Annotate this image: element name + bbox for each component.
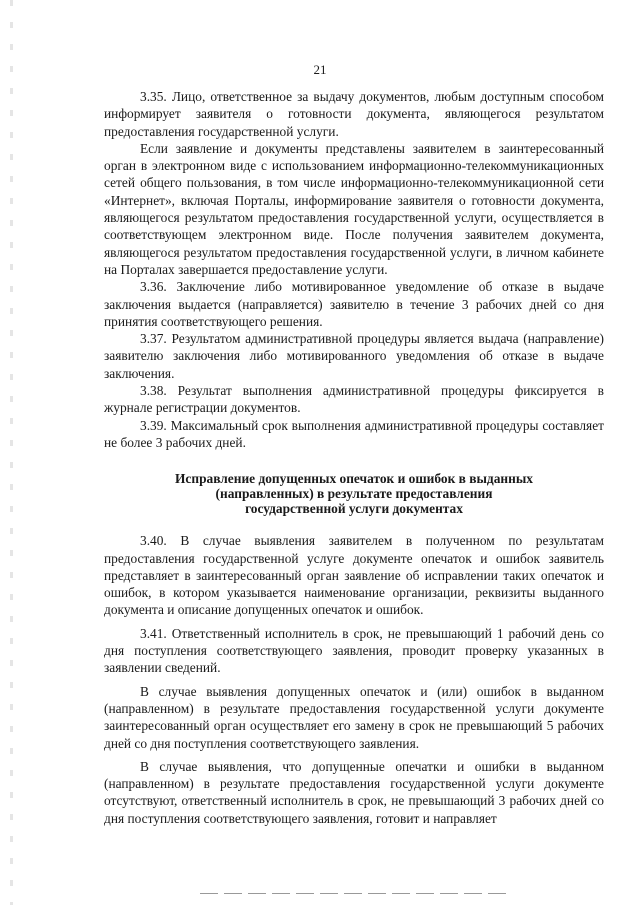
document-body <box>104 88 604 827</box>
section-heading <box>124 471 584 516</box>
paragraph-3-40: 3.40. В случае выявления заявителем в полученном по результатам предоставления государственной услуге документе опечаток и ошибок заявитель представляет в заинтересованный орган заявление об исправлении таких опечаток и ошибок, в котором указывается наименование организации, реквизиты выданного документа и описание допущенных опечаток и ошибок. <box>104 533 604 618</box>
page-number: 21 <box>313 62 327 77</box>
paragraph-3-39: 3.39. Максимальный срок выполнения административной процедуры составляет не более 3 рабочих дней. <box>104 417 604 450</box>
paragraph-3-41: 3.41. Ответственный исполнитель в срок, не превышающий 1 рабочий день со дня поступления соответствующего заявления, проводит проверку указанных в заявлении сведений. <box>104 625 604 676</box>
paragraph-electronic-info: Если заявление и документы представлены заявителем в заинтересованный орган в электронном виде с использованием информационно-телекоммуникационных сетей общего пользования, в том числе информационно-телекоммуникационной сети «Интернет», включая Порталы, информирование заявителя о готовности документа, являющегося результатом предоставления государственной услуги, осуществляется в соответствующем электронном виде. После получения заявителем документа, являющегося результатом предоставления государственной услуги, в личном кабинете на Порталах завершается предоставление услуги. <box>104 140 604 277</box>
paragraph-3-36: 3.36. Заключение либо мотивированное уведомление об отказе в выдаче заключения выдается (направляется) заявителю в течение 3 рабочих дней со дня принятия соответствующего решения. <box>104 279 604 329</box>
footer-rule <box>200 893 510 894</box>
paragraph-3-38: 3.38. Результат выполнения административной процедуры фиксируется в журнале регистрации документов. <box>104 383 604 416</box>
paragraph-no-errors: В случае выявления, что допущенные опечатки и ошибки в выданном (направленном) в результате предоставления государственной услуги документе отсутствуют, ответственный исполнитель в срок, не превышающий 3 рабочих дней со дня поступления соответствующего заявления, готовит и направляет <box>104 758 604 826</box>
paragraph-3-35: 3.35. Лицо, ответственное за выдачу документов, любым доступным способом информирует заявителя о готовности документа, являющегося результатом предоставления государственной услуги. <box>104 89 604 139</box>
paragraph-3-37: 3.37. Результатом административной процедуры является выдача (направление) заявителю заключения либо мотивированного уведомления об отказе в выдаче заключения. <box>104 331 604 381</box>
section-heading-line: государственной услуги документах <box>245 501 463 517</box>
paragraph-replacement: В случае выявления допущенных опечаток и (или) ошибок в выданном (направленном) в результате предоставления государственной услуги документе заинтересованный орган осуществляет его замену в срок не превышающий 5 рабочих дней со дня поступления соответствующего заявления. <box>104 683 604 751</box>
scan-margin-artifact <box>10 0 13 905</box>
section-heading-line: Исправление допущенных опечаток и ошибок в выданных <box>175 471 533 487</box>
section-heading-line: (направленных) в результате предоставления <box>215 486 493 502</box>
